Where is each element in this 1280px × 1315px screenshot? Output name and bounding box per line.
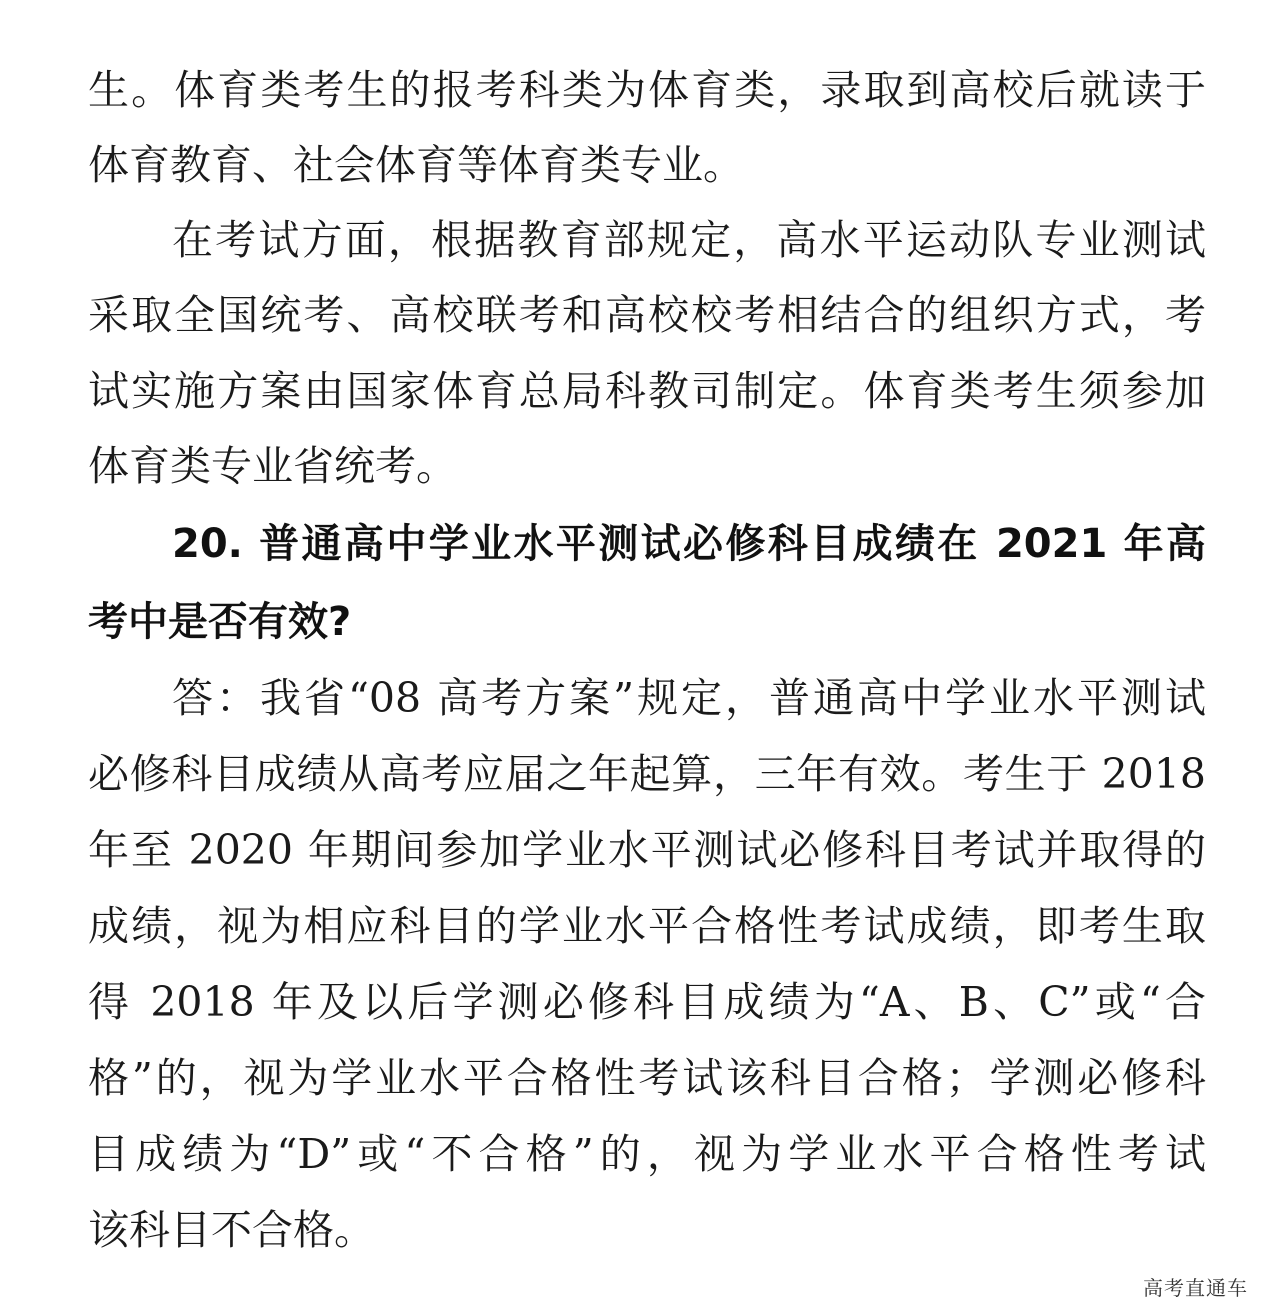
text-line: 生。体育类考生的报考科类为体育类，录取到高校后就读于 bbox=[88, 66, 1206, 114]
answer-line: 该科目不合格。 bbox=[88, 1206, 375, 1254]
answer-line: 必修科目成绩从高考应届之年起算，三年有效。考生于 2018 bbox=[88, 750, 1206, 798]
watermark-text: 高考直通车 bbox=[1143, 1276, 1248, 1300]
answer-line: 目成绩为“D”或“不合格”的，视为学业水平合格性考试 bbox=[88, 1130, 1206, 1178]
answer-line: 答：我省“08 高考方案”规定，普通高中学业水平测试 bbox=[172, 674, 1206, 722]
question-heading: 考中是否有效? bbox=[88, 599, 352, 645]
answer-line: 年至 2020 年期间参加学业水平测试必修科目考试并取得的 bbox=[88, 826, 1206, 874]
answer-line: 成绩，视为相应科目的学业水平合格性考试成绩，即考生取 bbox=[88, 902, 1206, 950]
text-line: 体育教育、社会体育等体育类专业。 bbox=[88, 141, 744, 189]
text-line: 采取全国统考、高校联考和高校校考相结合的组织方式，考 bbox=[88, 291, 1206, 339]
answer-line: 得 2018 年及以后学测必修科目成绩为“A、B、C”或“合 bbox=[88, 978, 1206, 1026]
answer-line: 格”的，视为学业水平合格性考试该科目合格；学测必修科 bbox=[88, 1054, 1206, 1102]
text-line: 试实施方案由国家体育总局科教司制定。体育类考生须参加 bbox=[88, 367, 1206, 415]
question-heading: 20. 普通高中学业水平测试必修科目成绩在 2021 年高 bbox=[172, 521, 1206, 567]
text-line: 体育类专业省统考。 bbox=[88, 442, 457, 490]
text-line: 在考试方面，根据教育部规定，高水平运动队专业测试 bbox=[172, 216, 1206, 264]
